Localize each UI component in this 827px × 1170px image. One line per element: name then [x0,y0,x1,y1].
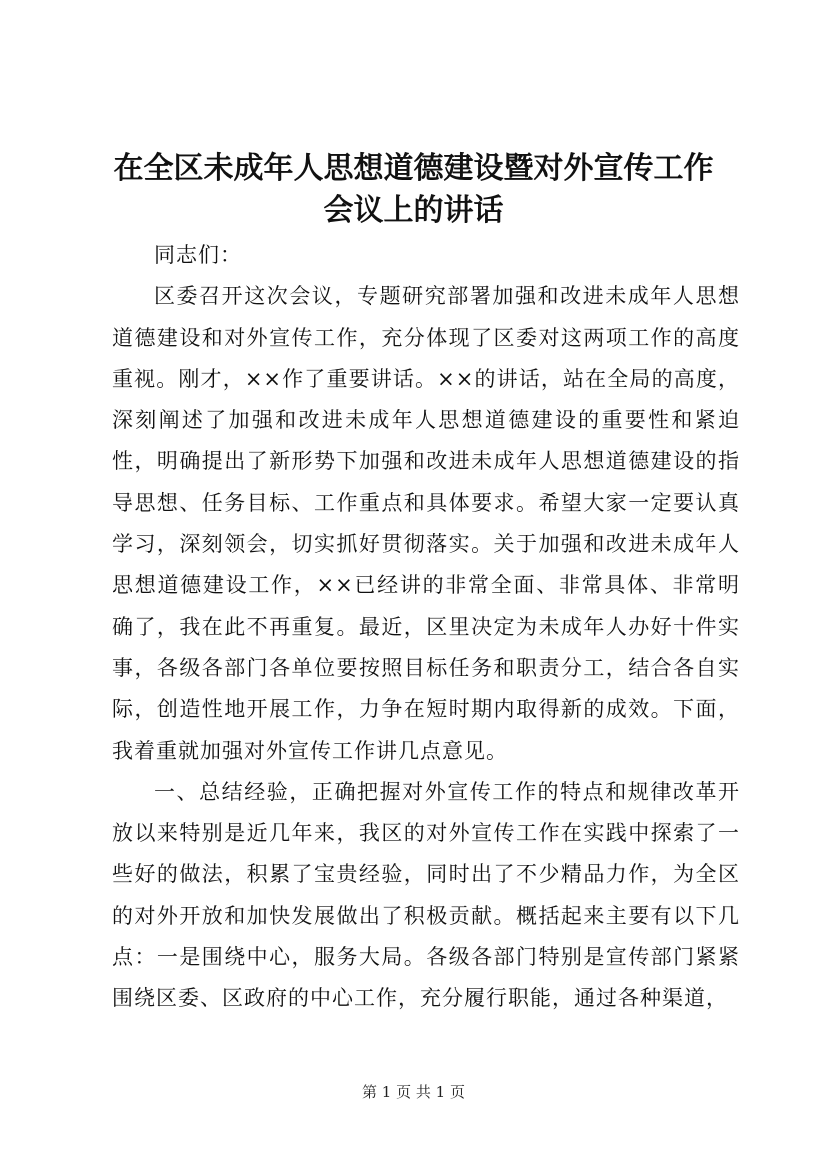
paragraph-2: 一、总结经验，正确把握对外宣传工作的特点和规律改革开放以来特别是近几年来，我区的对外宣传工作在实践中探索了一些好的做法，积累了宝贵经验，同时出了不少精品力作，为全区的对外开放和加快发展做出了积极贡献。概括起来主要有以下几点：一是围绕中心，服务大局。各级各部门特别是宣传部门紧紧围绕区委、区政府的中心工作，充分履行职能，通过各种渠道， [112,779,740,1011]
document-body [112,235,740,1020]
document-title-line-2: 会议上的讲话 [323,193,504,228]
page-footer: 第 1 页 共 1 页 [362,1083,465,1101]
document-title-line-1: 在全区未成年人思想道德建设暨对外宣传工作 [113,151,714,186]
salutation: 同志们： [154,243,242,267]
paragraph-1: 区委召开这次会议，专题研究部署加强和改进未成年人思想道德建设和对外宣传工作，充分体现了区委对这两项工作的高度重视。刚才，××作了重要讲话。××的讲话，站在全局的高度，深刻阐述了加强和改进未成年人思想道德建设的重要性和紧迫性，明确提出了新形势下加强和改进未成年人思想道德建设的指导思想、任务目标、工作重点和具体要求。希望大家一定要认真学习，深刻领会，切实抓好贯彻落实。关于加强和改进未成年人思想道德建设工作，××已经讲的非常全面、非常具体、非常明确了，我在此不再重复。最近，区里决定为未成年人办好十件实事，各级各部门各单位要按照目标任务和职责分工，结合各自实际，创造性地开展工作，力争在短时期内取得新的成效。下面，我着重就加强对外宣传工作讲几点意见。 [112,284,740,763]
